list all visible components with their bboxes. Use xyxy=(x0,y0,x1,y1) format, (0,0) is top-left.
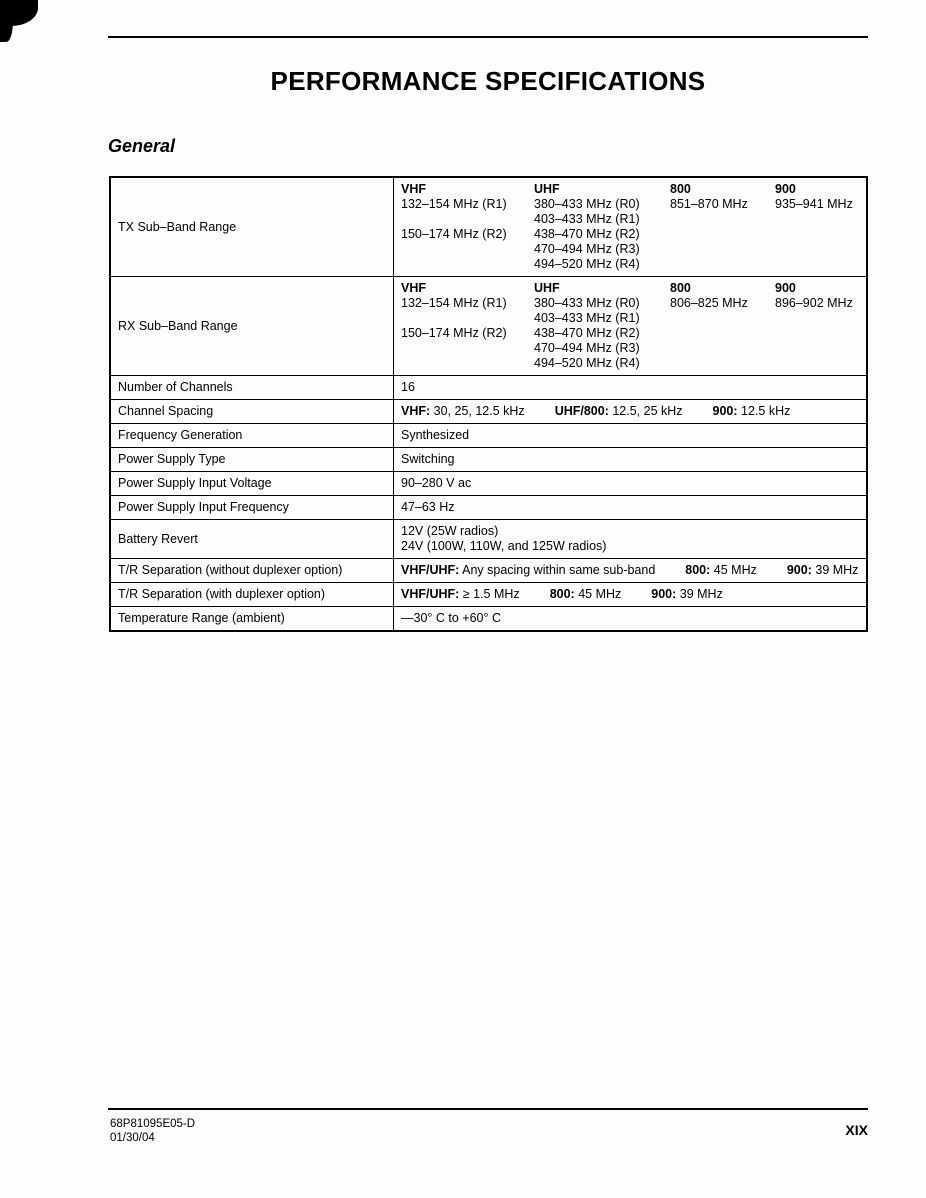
row-label: T/R Separation (with duplexer option) xyxy=(111,583,394,606)
band-line: 806–825 MHz xyxy=(670,296,748,310)
value-segment xyxy=(713,404,791,419)
segment-key: 800: xyxy=(549,587,575,601)
value-segment xyxy=(401,476,471,491)
page-title: PERFORMANCE SPECIFICATIONS xyxy=(270,66,706,96)
segment-text: ≥ 1.5 MHz xyxy=(459,587,520,601)
table-row-rx-sub-band xyxy=(111,276,866,375)
band-header: 900 xyxy=(775,182,796,196)
segment-key: UHF/800: xyxy=(554,404,609,418)
row-label: Power Supply Type xyxy=(111,448,394,471)
row-value xyxy=(394,496,866,519)
band-line: 470–494 MHz (R3) xyxy=(534,341,640,355)
footer-rule xyxy=(108,1108,868,1110)
section-heading-general: General xyxy=(108,136,176,156)
band-line: 935–941 MHz xyxy=(775,197,853,211)
row-value xyxy=(394,472,866,495)
segment-text: 45 MHz xyxy=(710,563,757,577)
band-header: VHF xyxy=(401,182,426,196)
segment-text: 39 MHz xyxy=(676,587,723,601)
value-segment xyxy=(401,452,455,467)
band-header: UHF xyxy=(534,182,560,196)
band-line: 150–174 MHz (R2) xyxy=(401,227,507,241)
band-line: 380–433 MHz (R0) xyxy=(534,197,640,211)
row-value xyxy=(394,520,866,558)
table-row-power-supply-input-voltage xyxy=(111,471,866,495)
segment-text: 12.5, 25 kHz xyxy=(608,404,683,418)
value-segment xyxy=(401,380,415,395)
band-line: 438–470 MHz (R2) xyxy=(534,326,640,340)
row-value xyxy=(394,376,866,399)
scan-artifact xyxy=(0,0,13,42)
row-label: Battery Revert xyxy=(111,520,394,558)
band-line: 380–433 MHz (R0) xyxy=(534,296,640,310)
row-label: Frequency Generation xyxy=(111,424,394,447)
row-value xyxy=(394,583,866,606)
segment-key: 800: xyxy=(685,563,711,577)
value-segment xyxy=(401,428,469,443)
table-row-number-of-channels xyxy=(111,375,866,399)
table-row-power-supply-type xyxy=(111,447,866,471)
segment-text: 39 MHz xyxy=(811,563,859,577)
segment-text: Switching xyxy=(401,452,455,466)
segment-key: VHF/UHF: xyxy=(401,563,460,577)
row-label: Power Supply Input Voltage xyxy=(111,472,394,495)
row-value xyxy=(394,559,866,582)
band-column-vhf xyxy=(401,281,534,371)
segment-text: 90–280 V ac xyxy=(401,476,472,490)
segment-text: —30° C to +60° C xyxy=(401,611,501,625)
value-line: 24V (100W, 110W, and 125W radios) xyxy=(401,539,607,553)
row-value xyxy=(394,424,866,447)
band-column-vhf xyxy=(401,182,534,272)
table-row-frequency-generation xyxy=(111,423,866,447)
band-line xyxy=(401,212,534,227)
page-number: XIX xyxy=(845,1122,868,1138)
row-label: RX Sub–Band Range xyxy=(111,277,394,375)
table-row-temperature-range xyxy=(111,606,866,630)
value-segment xyxy=(550,587,622,602)
band-column-900 xyxy=(775,182,860,272)
row-label: Channel Spacing xyxy=(111,400,394,423)
band-column-uhf xyxy=(534,182,670,272)
row-label: Number of Channels xyxy=(111,376,394,399)
segment-key: VHF: xyxy=(401,404,431,418)
row-label: Power Supply Input Frequency xyxy=(111,496,394,519)
row-value xyxy=(394,178,866,276)
band-column-900 xyxy=(775,281,860,371)
band-line: 403–433 MHz (R1) xyxy=(534,212,640,226)
band-line: 851–870 MHz xyxy=(670,197,748,211)
band-line: 896–902 MHz xyxy=(775,296,853,310)
row-value xyxy=(394,277,866,375)
doc-number: 68P81095E05-D xyxy=(110,1118,196,1130)
band-column-800 xyxy=(670,182,775,272)
table-row-power-supply-input-frequency xyxy=(111,495,866,519)
value-segment xyxy=(401,563,655,578)
band-line: 470–494 MHz (R3) xyxy=(534,242,640,256)
row-label: TX Sub–Band Range xyxy=(111,178,394,276)
table-row-tr-separation-with-duplexer xyxy=(111,582,866,606)
band-header: 800 xyxy=(670,281,691,295)
band-line: 403–433 MHz (R1) xyxy=(534,311,640,325)
segment-text: 30, 25, 12.5 kHz xyxy=(430,404,525,418)
value-segment xyxy=(787,563,859,578)
doc-date: 01/30/04 xyxy=(110,1132,155,1144)
table-row-channel-spacing xyxy=(111,399,866,423)
value-segment xyxy=(555,404,683,419)
segment-text: Any spacing within same sub-band xyxy=(459,563,656,577)
band-column-800 xyxy=(670,281,775,371)
band-header: UHF xyxy=(534,281,560,295)
row-label: Temperature Range (ambient) xyxy=(111,607,394,630)
row-value xyxy=(394,400,866,423)
value-segment xyxy=(401,587,520,602)
band-line: 132–154 MHz (R1) xyxy=(401,197,507,211)
segment-key: 900: xyxy=(786,563,812,577)
band-line: 438–470 MHz (R2) xyxy=(534,227,640,241)
band-line: 150–174 MHz (R2) xyxy=(401,326,507,340)
value-segment xyxy=(651,587,723,602)
band-header: 900 xyxy=(775,281,796,295)
table-row-battery-revert xyxy=(111,519,866,558)
footer-doc-info xyxy=(110,1117,195,1145)
row-value xyxy=(394,448,866,471)
segment-text: 16 xyxy=(401,380,415,394)
row-value xyxy=(394,607,866,630)
value-segment xyxy=(401,404,525,419)
segment-key: VHF/UHF: xyxy=(401,587,460,601)
band-line: 132–154 MHz (R1) xyxy=(401,296,507,310)
band-header: 800 xyxy=(670,182,691,196)
table-row-tx-sub-band xyxy=(111,178,866,276)
value-segment xyxy=(685,563,757,578)
segment-key: 900: xyxy=(712,404,738,418)
segment-text: 45 MHz xyxy=(574,587,622,601)
band-column-uhf xyxy=(534,281,670,371)
segment-key: 900: xyxy=(651,587,677,601)
top-rule xyxy=(108,36,868,38)
segment-text: Synthesized xyxy=(401,428,470,442)
value-line: 12V (25W radios) xyxy=(401,524,499,538)
band-line: 494–520 MHz (R4) xyxy=(534,257,640,271)
value-segment xyxy=(401,611,501,626)
row-label: T/R Separation (without duplexer option) xyxy=(111,559,394,582)
band-header: VHF xyxy=(401,281,426,295)
spec-table xyxy=(109,176,868,632)
band-line: 494–520 MHz (R4) xyxy=(534,356,640,370)
table-row-tr-separation-without-duplexer xyxy=(111,558,866,582)
segment-text: 47–63 Hz xyxy=(401,500,455,514)
segment-text: 12.5 kHz xyxy=(737,404,791,418)
band-line xyxy=(401,311,534,326)
value-segment xyxy=(401,500,455,515)
